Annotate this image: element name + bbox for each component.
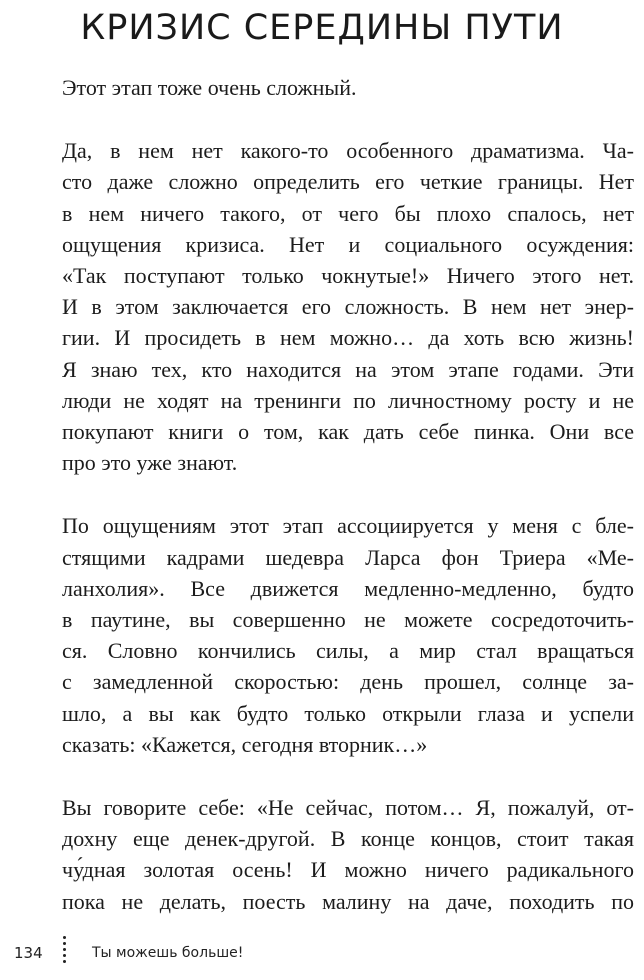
paragraph [62,72,634,103]
text-line: покупают книги о том, как дать себе пинка. Они все [62,419,634,445]
text-line: И в этом заключается его сложность. В нем нет энер- [62,294,634,320]
text-line: дохну еще денек-другой. В конце концов, стоит такая [62,826,634,852]
paragraph [62,510,634,760]
paragraph [62,792,634,917]
text-line: люди не ходят на тренинги по личностному росту и не [62,387,634,413]
running-book-title: Ты можешь больше! [92,945,244,961]
text-line: чу́дная золотая осень! И можно ничего радикального [62,857,634,883]
text-line: гии. И просидеть в нем можно… да хоть всю жизнь! [62,325,634,351]
footer-dots-divider [62,936,68,970]
text-line: ощущения кризиса. Нет и социального осуждения: [62,231,634,257]
chapter-heading: КРИЗИС СЕРЕДИНЫ ПУТИ [80,8,564,48]
paragraph [62,135,634,478]
text-line: в нем ничего такого, от чего бы плохо спалось, нет [62,200,634,226]
text-line: сто даже сложно определить его четкие границы. Нет [62,169,634,195]
text-line: «Так поступают только чокнутые!» Ничего этого нет. [62,263,634,289]
text-line: шло, а вы как будто только открыли глаза и успели [62,700,634,726]
text-line: ся. Словно кончились силы, а мир стал вращаться [62,638,634,664]
body-text [62,72,634,949]
page-footer [14,936,634,972]
text-line: в паутине, вы совершенно не можете сосредоточить- [62,607,634,633]
page-number: 134 [14,944,43,962]
text-line: Этот этап тоже очень сложный. [62,75,357,100]
text-line: ланхолия». Все движется медленно-медленно, будто [62,575,634,601]
text-line: пока не делать, поесть малину на даче, походить по [62,888,634,914]
text-line: стящими кадрами шедевра Ларса фон Триера «Ме- [62,544,634,570]
text-line: Да, в нем нет какого-то особенного драматизма. Ча- [62,138,634,164]
text-line: про это уже знают. [62,450,238,476]
text-line: Я знаю тех, кто находится на этом этапе годами. Эти [62,356,634,382]
text-line: с замедленной скоростью: день прошел, солнце за- [62,669,634,695]
text-line: Вы говорите себе: «Не сейчас, потом… Я, пожалуй, от- [62,795,634,821]
text-line: По ощущениям этот этап ассоциируется у меня с бле- [62,513,634,539]
text-line: сказать: «Кажется, сегодня вторник…» [62,731,428,757]
